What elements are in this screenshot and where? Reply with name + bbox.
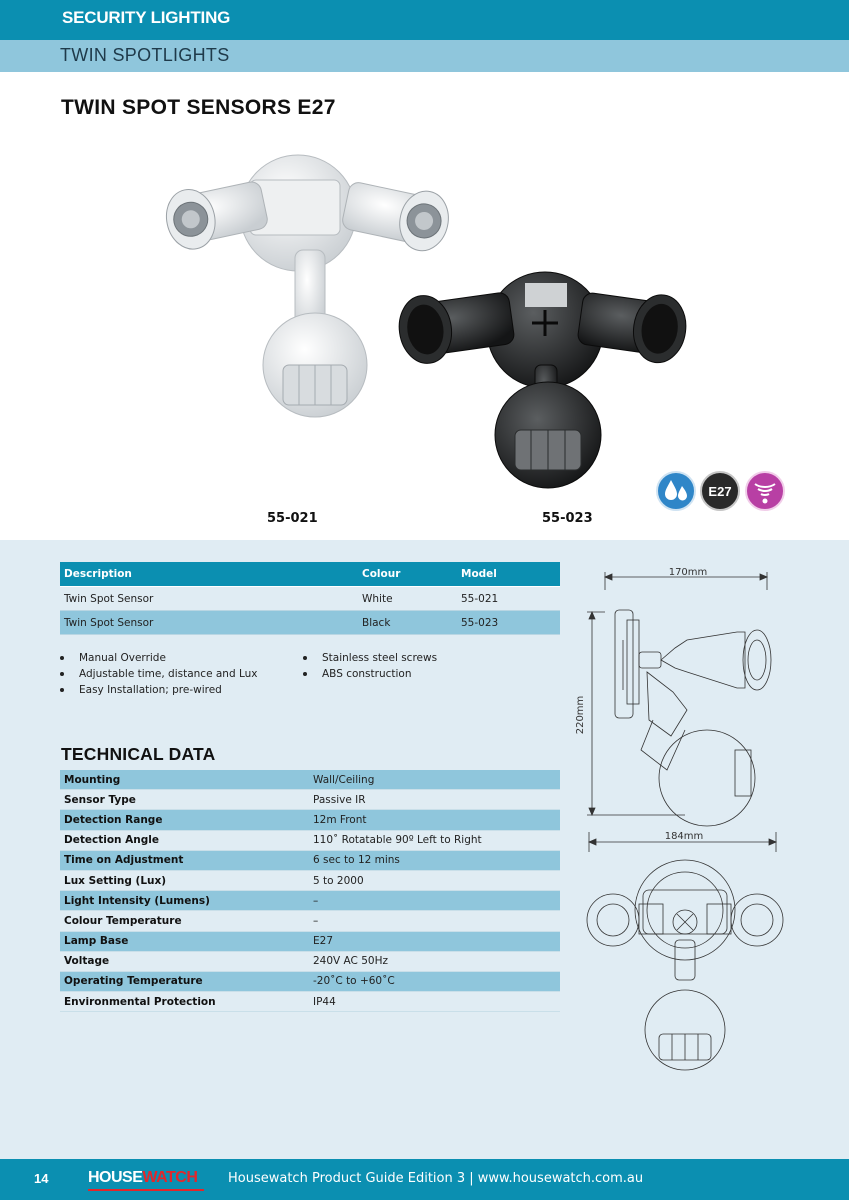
feature-list-left bbox=[60, 650, 258, 698]
motion-sensor-icon bbox=[746, 472, 784, 510]
table-row bbox=[60, 891, 560, 911]
table-row bbox=[60, 971, 560, 991]
technical-data-table bbox=[60, 770, 560, 1012]
table-row bbox=[60, 587, 560, 611]
spec-value: IP44 bbox=[309, 992, 560, 1012]
spec-key: Detection Angle bbox=[60, 830, 309, 850]
table-row bbox=[60, 992, 560, 1012]
cell-description: Twin Spot Sensor bbox=[60, 587, 358, 611]
table-row bbox=[60, 911, 560, 931]
spec-key: Environmental Protection bbox=[60, 992, 309, 1012]
table-row bbox=[60, 770, 560, 790]
spec-key: Detection Range bbox=[60, 810, 309, 830]
model-label-black: 55-023 bbox=[542, 511, 593, 526]
feature-badges bbox=[656, 470, 788, 514]
width-dimension-label: 170mm bbox=[668, 567, 708, 578]
spec-key: Time on Adjustment bbox=[60, 850, 309, 870]
dimension-diagram bbox=[575, 560, 795, 1090]
spec-key: Voltage bbox=[60, 951, 309, 971]
table-row bbox=[60, 830, 560, 850]
spec-value: E27 bbox=[309, 931, 560, 951]
model-label-white: 55-021 bbox=[267, 511, 318, 526]
svg-text:E27: E27 bbox=[708, 484, 732, 499]
spec-key: Lamp Base bbox=[60, 931, 309, 951]
height-dimension-label: 220mm bbox=[575, 695, 586, 735]
table-row bbox=[60, 810, 560, 830]
spec-key: Mounting bbox=[60, 770, 309, 790]
front-width-dimension-label: 184mm bbox=[664, 831, 704, 842]
spec-value: 6 sec to 12 mins bbox=[309, 850, 560, 870]
spec-value: 240V AC 50Hz bbox=[309, 951, 560, 971]
spec-value: 12m Front bbox=[309, 810, 560, 830]
housewatch-logo: HOUSEWATCH bbox=[88, 1169, 204, 1191]
white-twin-spot-sensor bbox=[161, 155, 454, 417]
table-row bbox=[60, 611, 560, 635]
list-item: Manual Override bbox=[60, 650, 258, 666]
spec-key: Light Intensity (Lumens) bbox=[60, 891, 309, 911]
spec-value: -20˚C to +60˚C bbox=[309, 971, 560, 991]
subsection-header bbox=[0, 40, 849, 72]
table-row bbox=[60, 870, 560, 890]
spec-key: Lux Setting (Lux) bbox=[60, 870, 309, 890]
spec-value: – bbox=[309, 891, 560, 911]
feature-list-right bbox=[303, 650, 437, 682]
spec-value: 5 to 2000 bbox=[309, 870, 560, 890]
technical-data-title: TECHNICAL DATA bbox=[61, 744, 216, 764]
spec-value: Passive IR bbox=[309, 790, 560, 810]
header-colour: Colour bbox=[358, 562, 457, 587]
subcategory-title: TWIN SPOTLIGHTS bbox=[60, 45, 230, 65]
table-row bbox=[60, 790, 560, 810]
e27-badge-icon bbox=[701, 472, 739, 510]
list-item: Adjustable time, distance and Lux bbox=[60, 666, 258, 682]
spec-key: Sensor Type bbox=[60, 790, 309, 810]
list-item: ABS construction bbox=[303, 666, 437, 682]
spec-value: – bbox=[309, 911, 560, 931]
water-drop-icon bbox=[657, 472, 695, 510]
product-table-header bbox=[60, 562, 560, 587]
cell-model: 55-021 bbox=[457, 587, 560, 611]
section-header bbox=[0, 0, 849, 40]
product-photo bbox=[150, 150, 710, 495]
header-model: Model bbox=[457, 562, 560, 587]
spec-value: 110˚ Rotatable 90º Left to Right bbox=[309, 830, 560, 850]
list-item: Easy Installation; pre-wired bbox=[60, 682, 258, 698]
list-item: Stainless steel screws bbox=[303, 650, 437, 666]
page-number: 14 bbox=[34, 1171, 49, 1186]
cell-colour: White bbox=[358, 587, 457, 611]
table-row bbox=[60, 931, 560, 951]
product-table bbox=[60, 562, 560, 635]
header-description: Description bbox=[60, 562, 358, 587]
table-row bbox=[60, 850, 560, 870]
spec-key: Operating Temperature bbox=[60, 971, 309, 991]
table-row bbox=[60, 951, 560, 971]
cell-description: Twin Spot Sensor bbox=[60, 611, 358, 635]
page-title: TWIN SPOT SENSORS E27 bbox=[61, 96, 336, 119]
category-title: SECURITY LIGHTING bbox=[62, 8, 231, 27]
page-footer bbox=[0, 1159, 849, 1200]
black-twin-spot-sensor bbox=[395, 272, 690, 488]
cell-colour: Black bbox=[358, 611, 457, 635]
spec-value: Wall/Ceiling bbox=[309, 770, 560, 790]
spec-key: Colour Temperature bbox=[60, 911, 309, 931]
footer-text: Housewatch Product Guide Edition 3 | www.housewatch.com.au bbox=[228, 1171, 644, 1186]
cell-model: 55-023 bbox=[457, 611, 560, 635]
